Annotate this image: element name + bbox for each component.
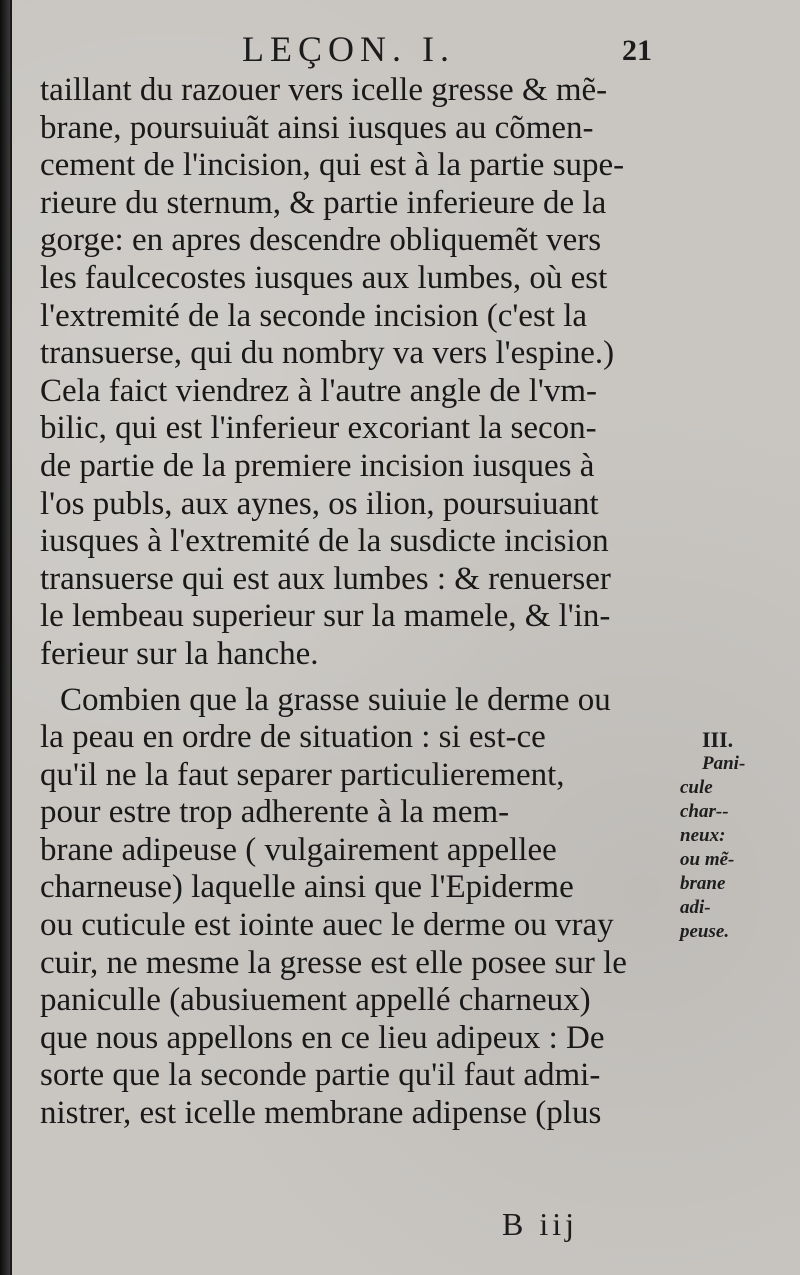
text-line: le lembeau superieur sur la mamele, & l'in- [40, 598, 611, 635]
page-header [12, 28, 800, 72]
text-line: ferieur sur la hanche. [40, 635, 319, 672]
text-line: paniculle (abusiuement appellé charneux) [40, 982, 591, 1019]
signature-mark: B iij [502, 1206, 579, 1242]
text-line: bilic, qui est l'inferieur excoriant la secon- [40, 410, 597, 447]
text-line: cement de l'incision, qui est à la partie supe- [40, 147, 625, 184]
margin-note-line: Pani- [702, 753, 746, 774]
margin-note-line: adi- [680, 897, 711, 918]
text-line: Combien que la grasse suiuie le derme ou [60, 681, 611, 718]
text-line: rieure du sternum, & partie inferieure de la [40, 184, 607, 221]
text-line: de partie de la premiere incision iusques à [40, 447, 595, 484]
text-line: charneuse) laquelle ainsi que l'Epiderme [40, 869, 574, 906]
text-line: la peau en ordre de situation : si est-ce [40, 719, 546, 756]
text-line: l'os publs, aux aynes, os ilion, poursuiuant [40, 485, 599, 522]
text-line: les faulcecostes iusques aux lumbes, où est [40, 259, 608, 296]
main-text [40, 72, 680, 1133]
text-line: nistrer, est icelle membrane adipense (plus [40, 1095, 602, 1132]
margin-note-line: peuse. [680, 921, 730, 942]
text-line: qu'il ne la faut separer particulierement, [40, 756, 565, 793]
text-line: ou cuticule est iointe auec le derme ou vray [40, 907, 614, 944]
book-page [12, 0, 800, 1275]
text-line: iusques à l'extremité de la susdicte incision [40, 523, 609, 560]
margin-note-line: cule [680, 777, 713, 798]
text-line: que nous appellons en ce lieu adipeux : De [40, 1019, 605, 1056]
margin-note-line: neux: [680, 825, 726, 846]
text-line: pour estre trop adherente à la mem- [40, 794, 510, 831]
margin-note-number: III. [702, 727, 734, 752]
text-line: Cela faict viendrez à l'autre angle de l'vm- [40, 372, 598, 409]
margin-note-line: ou mẽ- [680, 849, 735, 870]
page-number: 21 [622, 34, 652, 67]
text-line: cuir, ne mesme la gresse est elle posee sur le [40, 944, 627, 981]
margin-note-line: brane [680, 873, 726, 894]
text-line: l'extremité de la seconde incision (c'est la [40, 297, 588, 334]
text-line: taillant du razouer vers icelle gresse & mẽ- [40, 72, 608, 108]
running-head: LEÇON. I. [242, 29, 455, 69]
margin-note-line: char-- [680, 801, 729, 822]
text-line: gorge: en apres descendre obliquemẽt vers [40, 222, 602, 259]
text-line: sorte que la seconde partie qu'il faut admi- [40, 1057, 601, 1094]
text-line: transuerse, qui du nombry va vers l'espine.) [40, 335, 615, 372]
text-line: brane, poursuiuãt ainsi iusques au cõmen- [40, 109, 594, 146]
text-line: transuerse qui est aux lumbes : & renuerser [40, 560, 611, 597]
margin-note [680, 728, 790, 944]
text-line: brane adipeuse ( vulgairement appellee [40, 831, 557, 868]
page-edge-shadow [0, 0, 10, 1275]
